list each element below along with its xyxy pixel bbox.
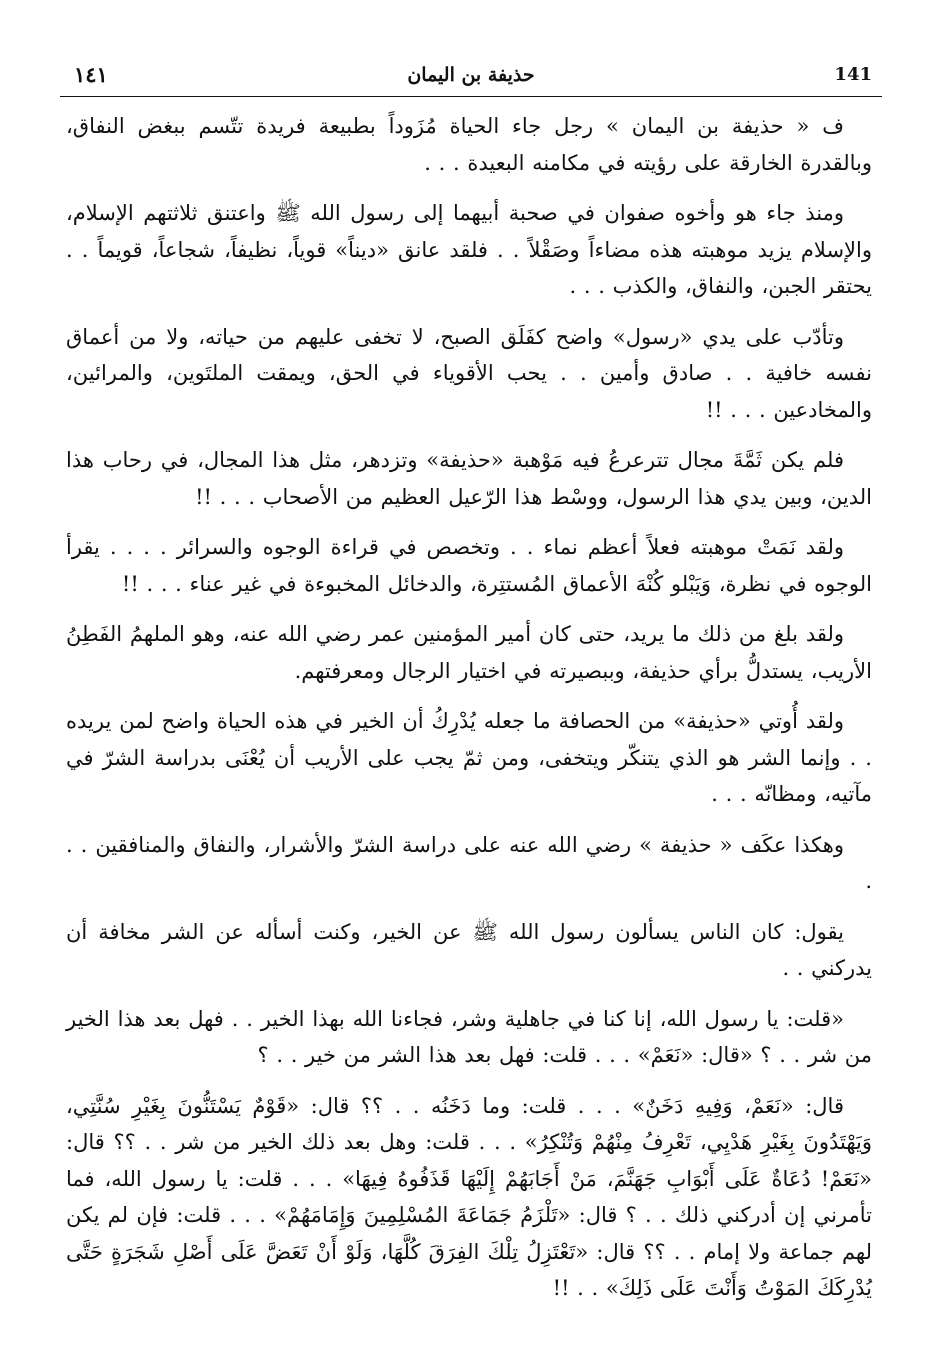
paragraph-8: وهكذا عكَف « حذيفة » رضي الله عنه على دراسة الشرّ والأشرار، والنفاق والمنافقين . . .	[66, 832, 872, 893]
paragraph-10: «قلت: يا رسول الله، إنا كنا في جاهلية وشر، فجاءنا الله بهذا الخير . . فهل بعد هذا الخير من شر . . ؟ «قال: «نَعَمْ» . . . قلت: فهل بعد هذا الشر من خير . . ؟	[66, 1006, 872, 1067]
page-number-latin: 141	[834, 64, 872, 85]
paragraph-5: ولقد نَمَتْ موهبته فعلاً أعظم نماء . . وتخصص في قراءة الوجوه والسرائر . . . . يقرأ الوجوه في نظرة، وَيَبْلو كُنْهَ الأعماق المُستتِرة، والدخائل المخبوءة في غير عناء . . . !!	[66, 535, 872, 596]
paragraph-6: ولقد بلغ من ذلك ما يريد، حتى كان أمير المؤمنين عمر رضي الله عنه، وهو الملهمُ الفَطِنُ الأريب، يستدلُّ برأي حذيفة، وببصيرته في اختيار الرجال ومعرفتهم.	[66, 622, 872, 683]
hadith-paragraph: قال: «نَعَمْ، وَفِيهِ دَخَنٌ» . . . قلت: وما دَخَنُه . . ؟؟ قال: «قَوْمٌ يَسْتَنُّونَ بِغَيْرِ سُنَّتِي، وَيَهْتَدُونَ بِغَيْرِ هَدْيِي، تَعْرِفُ مِنْهُمْ وَتُنْكِرُ» . . . قلت: وهل بعد ذلك الخير من شر . . ؟؟ قال: «نَعَمْ! دُعَاةٌ عَلَى أَبْوَابِ جَهَنَّمَ، مَنْ أَجَابَهُمْ إِلَيْهَا قَذَفُوهُ فِيهَا» . . . قلت: يا رسول الله، فما تأمرني إن أدركني ذلك . . ؟ قال: «تَلْزَمُ جَمَاعَةَ المُسْلِمِينَ وَإِمَامَهُمْ» . . . قلت: فإن لم يكن لهم جماعة ولا إمام . . ؟؟ قال: «تَعْتَزِلُ تِلْكَ الفِرَقَ كُلَّهَا، وَلَوْ أَنْ تَعَضَّ عَلَى أَصْلِ شَجَرَةٍ حَتَّى يُدْرِكَكَ المَوْتُ وَأَنْتَ عَلَى ذَلِكَ» . . !!	[66, 1093, 872, 1300]
page-number-arabic: ١٤١	[74, 62, 108, 87]
paragraph-4: فلم يكن ثَمَّةَ مجال تترعرعُ فيه مَوْهبة «حذيفة» وتزدهر، مثل هذا المجال، في رحاب هذا الدين، وبين يدي هذا الرسول، ووسْط هذا الرّعيل العظيم من الأصحاب . . . !!	[66, 448, 872, 509]
paragraph-3: وتأدّب على يدي «رسول» واضح كفَلَق الصبح، لا تخفى عليهم من حياته، ولا من أعماق نفسه خافية . . صادق وأمين . . يحب الأقوياء في الحق، ويمقت الملتَوين، والمرائين، والمخادعين . . . !!	[66, 324, 872, 422]
paragraph-7: ولقد أُوتي «حذيفة» من الحصافة ما جعله يُدْرِكُ أن الخير في هذه الحياة واضح لمن يريده . . وإنما الشر هو الذي يتنكّر ويتخفى، ومن ثمّ يجب على الأريب أن يُعْنَى بدراسة الشرّ في مآتيه، ومظانّه . . .	[66, 709, 872, 806]
running-title: حذيفة بن اليمان	[407, 64, 535, 86]
paragraph-9: يقول: كان الناس يسألون رسول الله ﷺ عن الخير، وكنت أسأله عن الشر مخافة أن يدركني . .	[66, 919, 872, 980]
paragraph-1: ف « حذيفة بن اليمان » رجل جاء الحياة مُزَوداً بطبيعة فريدة تتّسم ببغض النفاق، وبالقدرة الخارقة على رؤيته في مكامنه البعيدة . . .	[66, 114, 872, 175]
page-header	[60, 56, 882, 96]
page-body	[66, 108, 872, 1321]
paragraph-2: ومنذ جاء هو وأخوه صفوان في صحبة أبيهما إلى رسول الله ﷺ واعتنق ثلاثتهم الإسلام، والإسلام يزيد موهبته هذه مضاءاً وصَقْلاً . . فلقد عانق «ديناً» قوياً، نظيفاً، شجاعاً، قويماً . . يحتقر الجبن، والنفاق، والكذب . . .	[66, 201, 872, 298]
header-rule	[60, 96, 882, 97]
